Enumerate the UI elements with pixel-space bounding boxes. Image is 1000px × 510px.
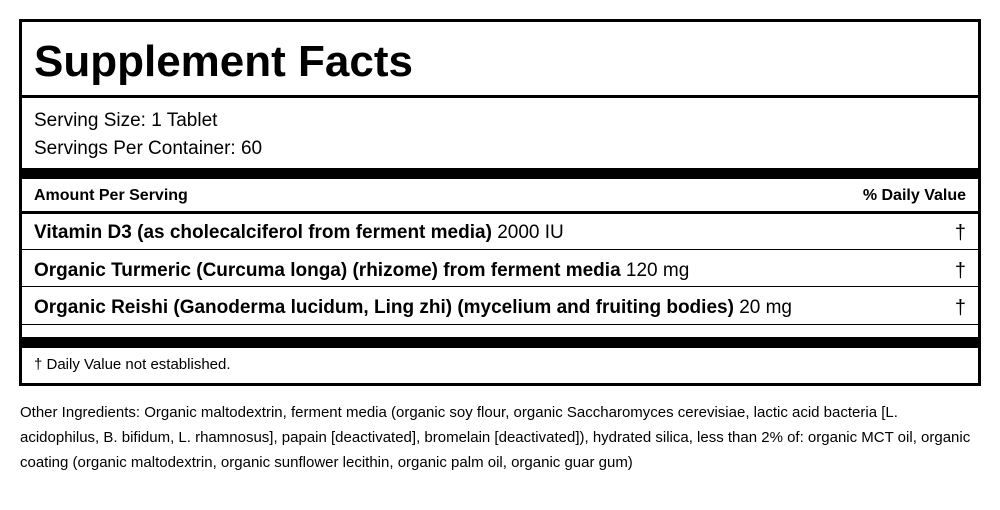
thick-divider [22,168,978,179]
nutrient-amount: 120 mg [625,260,690,281]
header-divider [22,211,978,214]
row-divider [22,249,978,250]
row-divider [22,286,978,287]
footnote: † Daily Value not established. [34,356,231,373]
nutrient-name: Organic Turmeric (Curcuma longa) (rhizome) from ferment media [34,260,621,281]
title-divider [22,95,978,98]
nutrient-row [34,259,966,283]
thick-divider [22,337,978,348]
nutrient-name: Vitamin D3 (as cholecalciferol from ferment media) [34,222,492,243]
nutrient-name: Organic Reishi (Ganoderma lucidum, Ling zhi) (mycelium and fruiting bodies) [34,297,734,318]
nutrient-row [34,221,966,245]
nutrient-amount: 2000 IU [497,222,564,243]
row-divider [22,324,978,325]
amount-per-serving-header: Amount Per Serving [34,187,188,204]
daily-value-header: % Daily Value [862,187,966,204]
nutrient-amount: 20 mg [739,297,792,318]
daily-value-mark: † [954,222,966,244]
other-ingredients: Other Ingredients: Organic maltodextrin, ferment media (organic soy flour, organic Saccharomyces cerevisiae, lactic acid bacteria [L. acidophilus, B. bifidum, L. rhamnosus], papain [deactivated], bromelain [deactivated]), hydrated silica, less than 2% of: organic MCT oil, organic coating (organic maltodextrin, organic sunflower lecithin, organic palm oil, organic guar gum) [20,404,971,471]
servings-per-container: Servings Per Container: 60 [34,138,263,159]
daily-value-mark: † [954,260,966,282]
panel-title: Supplement Facts [34,37,413,86]
nutrient-row [34,296,966,320]
daily-value-mark: † [954,297,966,319]
serving-size: Serving Size: 1 Tablet [34,110,218,131]
supplement-facts-panel [19,19,981,386]
